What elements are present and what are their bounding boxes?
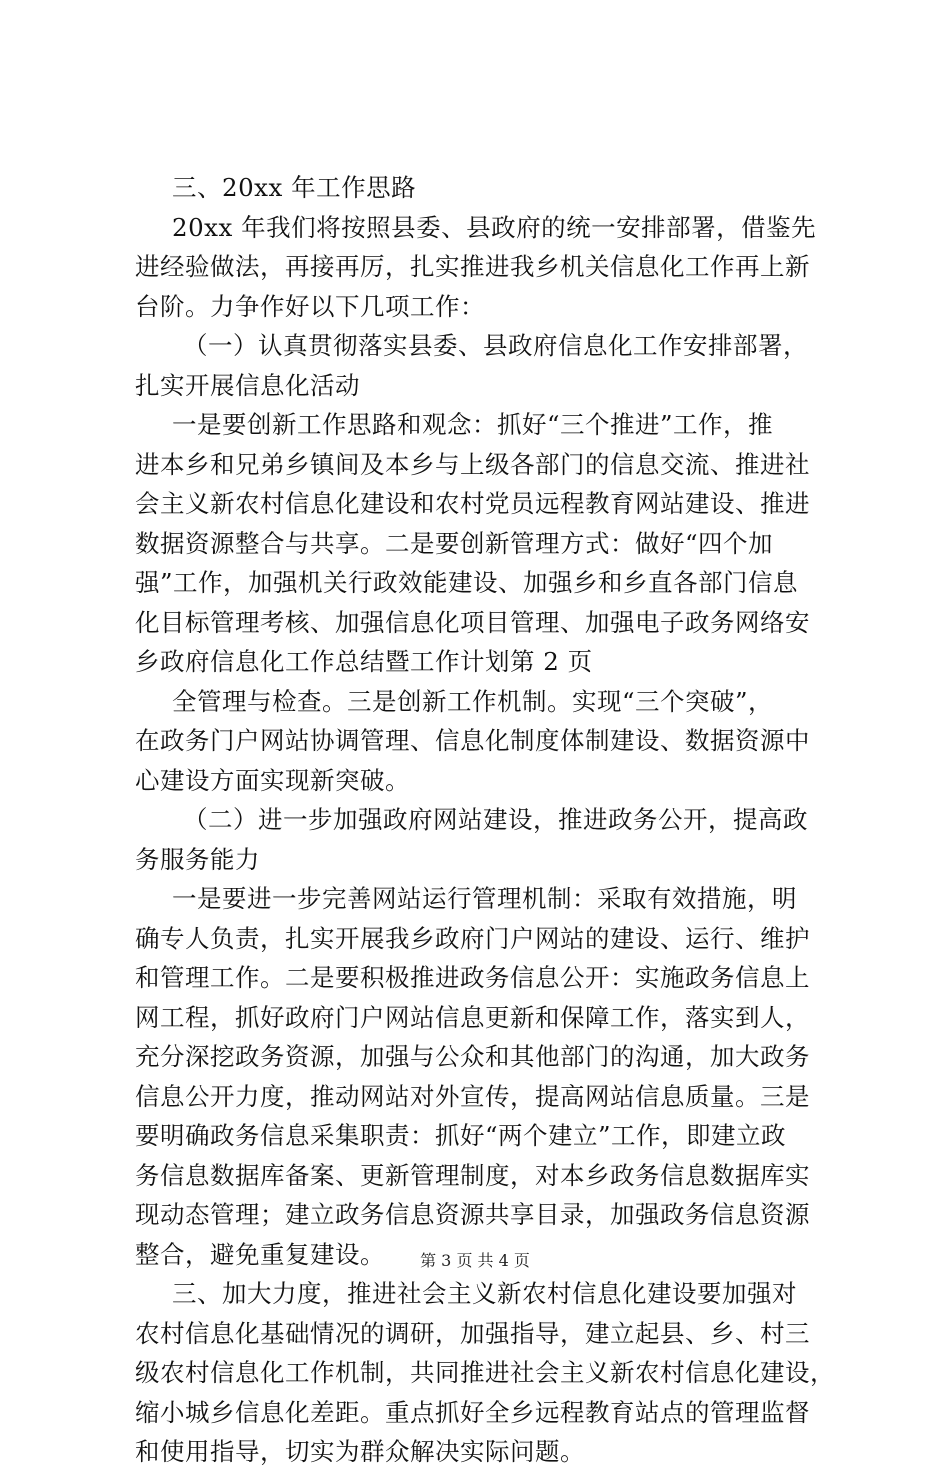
text-line: 进本乡和兄弟乡镇间及本乡与上级各部门的信息交流、推进社 xyxy=(135,449,810,479)
text-line: 三、加大力度，推进社会主义新农村信息化建设要加强对 xyxy=(172,1279,797,1308)
text-line: 强”工作，加强机关行政效能建设、加强乡和乡直各部门信息 xyxy=(135,568,799,597)
text-line: 网工程，抓好政府门户网站信息更新和保障工作，落实到人， xyxy=(135,1002,810,1032)
text-line: 20xx 年我们将按照县委、县政府的统一安排部署，借鉴先 xyxy=(172,212,817,242)
text-line: 和使用指导，切实为群众解决实际问题。 xyxy=(135,1437,585,1466)
text-line: （二）进一步加强政府网站建设，推进政务公开，提高政 xyxy=(183,805,808,834)
text-line: 台阶。力争作好以下几项工作： xyxy=(135,291,485,321)
text-line: 一是要进一步完善网站运行管理机制：采取有效措施，明 xyxy=(172,884,797,913)
text-line: 三、20xx 年工作思路 xyxy=(172,173,417,202)
text-line: 信息公开力度，推动网站对外宣传，提高网站信息质量。三是 xyxy=(135,1081,810,1111)
text-line: 心建设方面实现新突破。 xyxy=(135,765,410,795)
text-line: 全管理与检查。三是创新工作机制。实现“三个突破”， xyxy=(172,686,774,716)
text-line: 一是要创新工作思路和观念：抓好“三个推进”工作，推 xyxy=(172,410,774,439)
page-footer: 第 3 页 共 4 页 xyxy=(420,1251,530,1270)
text-line: 进经验做法，再接再厉，扎实推进我乡机关信息化工作再上新 xyxy=(135,252,810,281)
text-line: 化目标管理考核、加强信息化项目管理、加强电子政务网络安 xyxy=(135,607,810,637)
text-line: 现动态管理；建立政务信息资源共享目录，加强政务信息资源 xyxy=(135,1200,810,1229)
text-line: （一）认真贯彻落实县委、县政府信息化工作安排部署， xyxy=(183,331,808,360)
text-line: 扎实开展信息化活动 xyxy=(135,370,360,400)
text-line: 要明确政务信息采集职责：抓好“两个建立”工作，即建立政 xyxy=(135,1121,787,1150)
text-line: 会主义新农村信息化建设和农村党员远程教育网站建设、推进 xyxy=(135,489,810,518)
text-line: 农村信息化基础情况的调研，加强指导，建立起县、乡、村三 xyxy=(135,1318,810,1348)
text-line: 整合，避免重复建设。 xyxy=(135,1239,385,1269)
text-line: 确专人负责，扎实开展我乡政府门户网站的建设、运行、维护 xyxy=(135,923,810,953)
text-line: 缩小城乡信息化差距。重点抓好全乡远程教育站点的管理监督 xyxy=(135,1397,810,1427)
text-line: 在政务门户网站协调管理、信息化制度体制建设、数据资源中 xyxy=(135,726,810,755)
text-line: 务信息数据库备案、更新管理制度，对本乡政务信息数据库实 xyxy=(135,1160,810,1190)
text-line: 充分深挖政务资源，加强与公众和其他部门的沟通，加大政务 xyxy=(135,1042,810,1071)
text-line: 乡政府信息化工作总结暨工作计划第 2 页 xyxy=(135,647,593,676)
text-line: 级农村信息化工作机制，共同推进社会主义新农村信息化建设， xyxy=(135,1358,835,1387)
document-body xyxy=(135,168,835,1472)
text-line: 务服务能力 xyxy=(135,844,260,874)
text-line: 数据资源整合与共享。二是要创新管理方式：做好“四个加 xyxy=(135,528,774,558)
text-line: 和管理工作。二是要积极推进政务信息公开：实施政务信息上 xyxy=(135,963,810,992)
